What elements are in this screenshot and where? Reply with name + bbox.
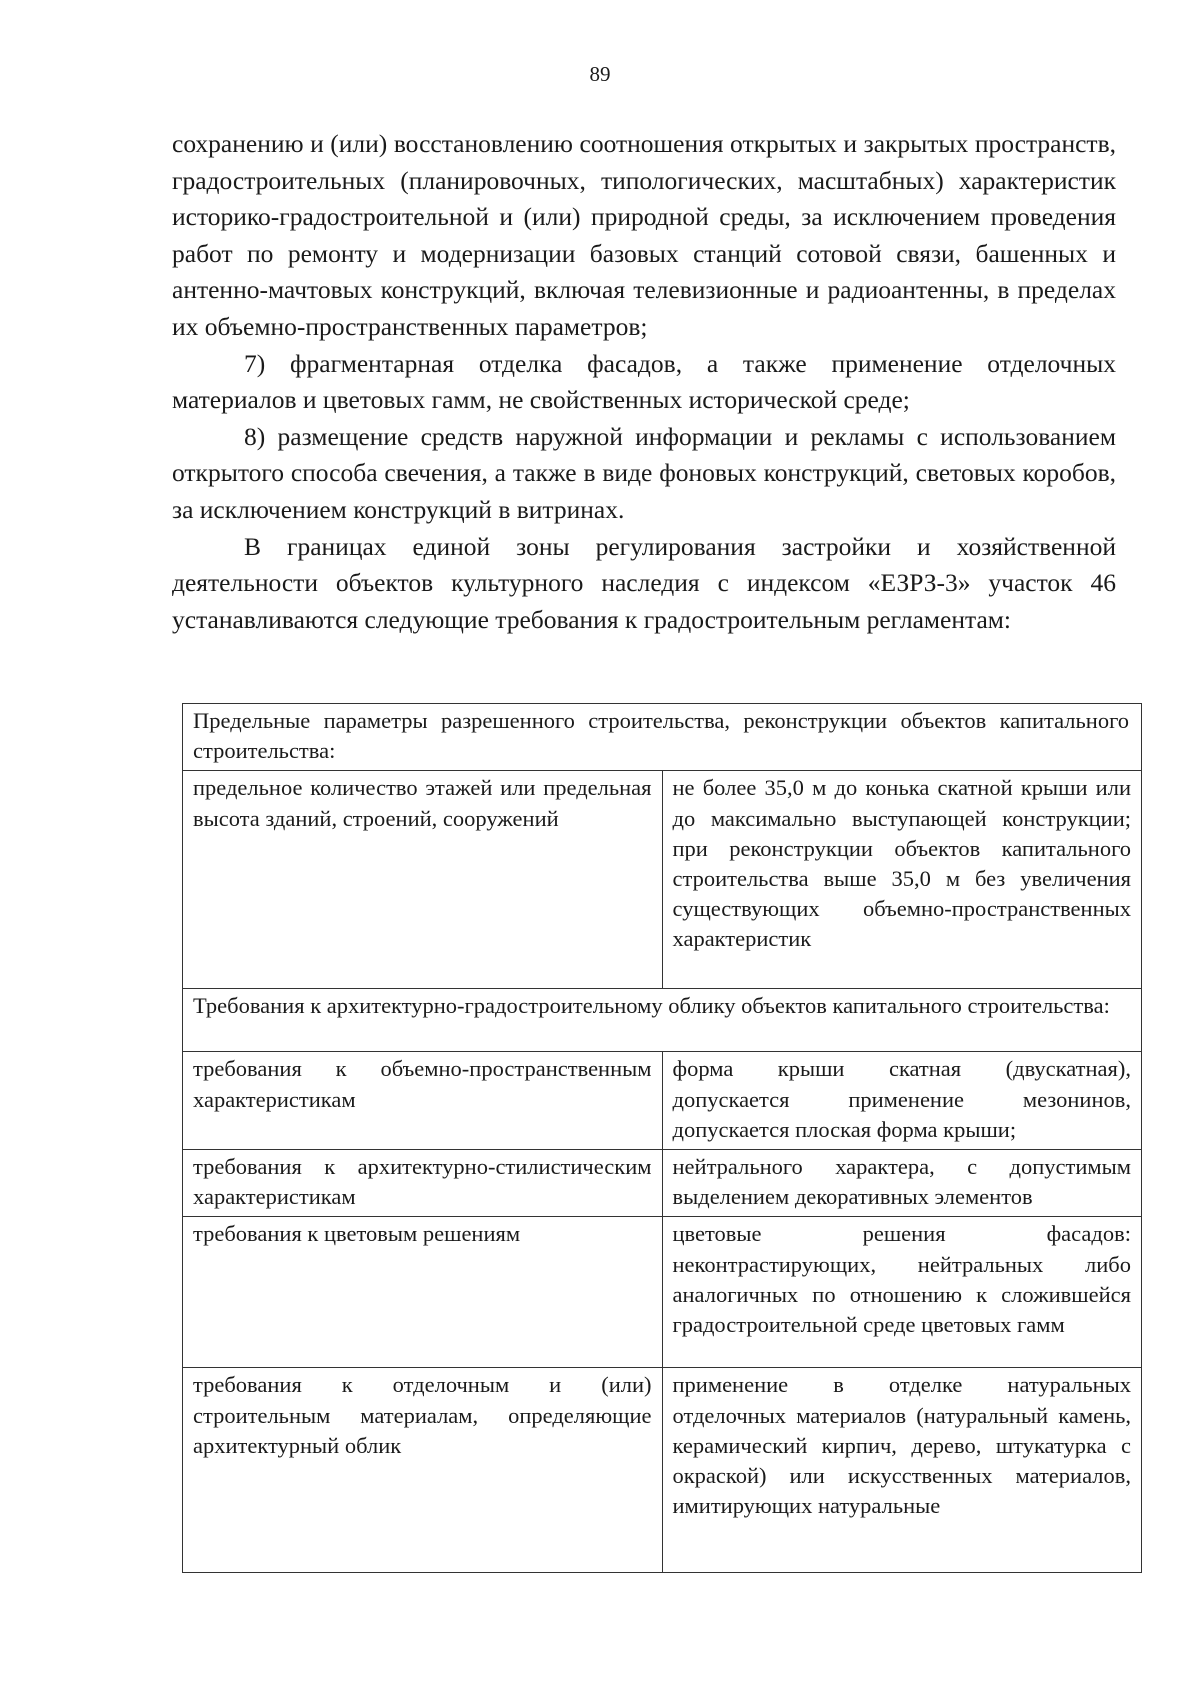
table-section-header [183, 989, 1142, 1052]
table-row [183, 1217, 1142, 1368]
body-text [172, 126, 1116, 638]
row-value-volume-spatial: форма крыши скатная (двускатная), допускается применение мезонинов, допускается плоская форма крыши; [662, 1052, 1142, 1150]
row-label-volume-spatial: требования к объемно-пространственным характеристикам [183, 1052, 663, 1150]
row-value-height-limit: не более 35,0 м до конька скатной крыши или до максимально выступающей конструкции; при реконструкции объектов капитального строительства выше 35,0 м без увеличения существующих объемно-пространственных характеристик [662, 771, 1142, 989]
paragraph-zone-intro: В границах единой зоны регулирования застройки и хозяйственной деятельности объектов культурного наследия с индексом «ЕЗРЗ-3» участок 46 устанавливаются следующие требования к градостроительным регламентам: [172, 531, 1116, 634]
row-label-colors: требования к цветовым решениям [183, 1217, 663, 1368]
row-label-height-limit: предельное количество этажей или предельная высота зданий, строений, сооружений [183, 771, 663, 989]
table-row [183, 1368, 1142, 1573]
paragraph-item-8: 8) размещение средств наружной информации и рекламы с использованием открытого способа свечения, а также в виде фоновых конструкций, световых коробов, за исключением конструкций в витринах. [172, 421, 1116, 524]
paragraph-item-7: 7) фрагментарная отделка фасадов, а также применение отделочных материалов и цветовых гамм, не свойственных исторической среде; [172, 348, 1116, 415]
row-value-colors: цветовые решения фасадов: неконтрастирующих, нейтральных либо аналогичных по отношению к сложившейся градостроительной среде цветовых гамм [662, 1217, 1142, 1368]
row-value-stylistic: нейтрального характера, с допустимым выделением декоративных элементов [662, 1150, 1142, 1217]
table-row [183, 1052, 1142, 1150]
table-row [183, 1150, 1142, 1217]
regulations-table [182, 703, 1142, 1573]
row-label-materials: требования к отделочным и (или) строительным материалам, определяющие архитектурный облик [183, 1368, 663, 1573]
section-header-architecture: Требования к архитектурно-градостроительному облику объектов капитального строительства: [183, 989, 1142, 1052]
page-number: 89 [589, 62, 611, 86]
section-header-parameters: Предельные параметры разрешенного строительства, реконструкции объектов капитального строительства: [183, 704, 1142, 771]
table-section-header [183, 704, 1142, 771]
table-row [183, 771, 1142, 989]
paragraph-continuation: сохранению и (или) восстановлению соотношения открытых и закрытых пространств, градостроительных (планировочных, типологических, масштабных) характеристик историко-градостроительной и (или) природной среды, за исключением проведения работ по ремонту и модернизации базовых станций сотовой связи, башенных и антенно-мачтовых конструкций, включая телевизионные и радиоантенны, в пределах их объемно-пространственных параметров; [172, 129, 1116, 341]
row-label-stylistic: требования к архитектурно-стилистическим характеристикам [183, 1150, 663, 1217]
row-value-materials: применение в отделке натуральных отделочных материалов (натуральный камень, керамический кирпич, дерево, штукатурка с окраской) или искусственных материалов, имитирующих натуральные [662, 1368, 1142, 1573]
